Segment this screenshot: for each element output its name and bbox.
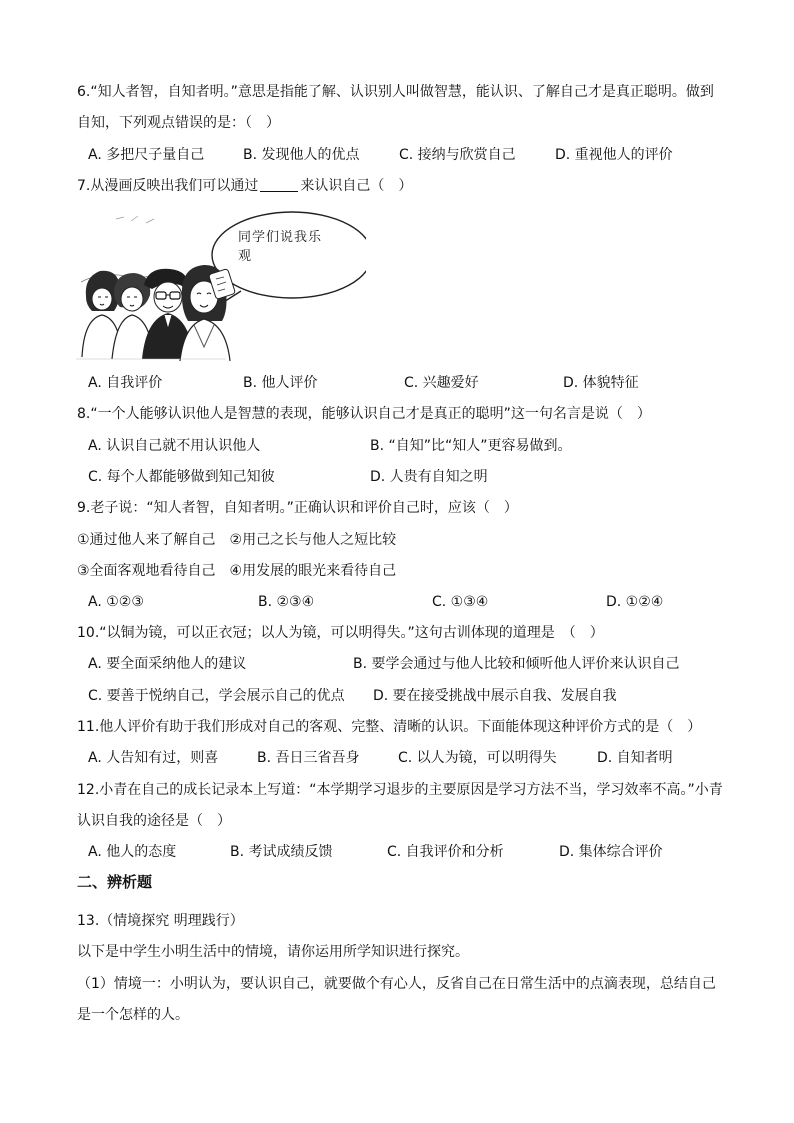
q13-part1-line2: 是一个怎样的人。 <box>77 1007 189 1023</box>
q9-option-d: D. ①②④ <box>606 594 664 610</box>
q9-option-a: A. ①②③ <box>88 594 144 610</box>
q12-option-a: A. 他人的态度 <box>88 844 177 860</box>
q12-option-b: B. 考试成绩反馈 <box>230 844 333 860</box>
q13-header: 13.（情境探究 明理践行） <box>77 913 244 929</box>
q7-option-d: D. 体貌特征 <box>563 375 639 391</box>
q8-stem: 8.“一个人能够认识他人是智慧的表现，能够认识自己才是真正的聪明”这一句名言是说（ ） <box>77 406 651 422</box>
answer-blank <box>260 177 298 192</box>
q13-part1-line1: （1）情境一：小明认为，要认识自己，就要做个有心人，反省自己在日常生活中的点滴表现，总结自己 <box>77 976 716 992</box>
section-title: 二、辨析题 <box>77 873 153 891</box>
q7-option-a: A. 自我评价 <box>88 375 163 391</box>
q11-option-a: A. 人告知有过，则喜 <box>88 750 219 766</box>
q6-stem-line2: 自知，下列观点错误的是：（ ） <box>77 115 280 131</box>
q6-option-b: B. 发现他人的优点 <box>243 147 360 163</box>
q6-option-a: A. 多把尺子量自己 <box>88 147 205 163</box>
speech-bubble-text <box>238 228 358 266</box>
q10-option-a: A. 要全面采纳他人的建议 <box>88 656 247 672</box>
q10-option-d: D. 要在接受挑战中展示自我、发展自我 <box>373 688 617 704</box>
q11-stem: 11.他人评价有助于我们形成对自己的客观、完整、清晰的认识。下面能体现这种评价方式的是（ ） <box>77 719 702 735</box>
q9-stem: 9.老子说：“知人者智，自知者明。”正确认识和评价自己时，应该（ ） <box>77 500 518 516</box>
q9-option-b: B. ②③④ <box>258 594 315 610</box>
q7-option-b: B. 他人评价 <box>243 375 318 391</box>
q8-option-d: D. 人贵有自知之明 <box>370 469 488 485</box>
q10-option-c: C. 要善于悦纳自己，学会展示自己的优点 <box>88 688 345 704</box>
q13-intro: 以下是中学生小明生活中的情境，请你运用所学知识进行探究。 <box>77 944 469 960</box>
q8-option-a: A. 认识自己就不用认识他人 <box>88 438 261 454</box>
q9-items-line2: ③全面客观地看待自己 ④用发展的眼光来看待自己 <box>77 563 397 579</box>
q9-items-line1: ①通过他人来了解自己 ②用己之长与他人之短比较 <box>77 532 397 548</box>
q11-option-c: C. 以人为镜，可以明得失 <box>398 750 557 766</box>
q8-option-c: C. 每个人都能够做到知己知彼 <box>88 469 275 485</box>
q12-stem-line1: 12.小青在自己的成长记录本上写道：“本学期学习退步的主要原因是学习方法不当，学习效率不高。”小青 <box>77 782 723 798</box>
q12-stem-line2: 认识自我的途径是（ ） <box>77 813 231 829</box>
q6-option-c: C. 接纳与欣赏自己 <box>399 147 516 163</box>
q9-option-c: C. ①③④ <box>432 594 489 610</box>
q12-option-d: D. 集体综合评价 <box>559 844 663 860</box>
q6-option-d: D. 重视他人的评价 <box>555 147 673 163</box>
bubble-line-1: 同学们说我乐 <box>238 230 323 245</box>
q7-stem-after: 来认识自己（ ） <box>300 178 413 194</box>
q12-option-c: C. 自我评价和分析 <box>387 844 504 860</box>
q7-stem <box>77 176 412 196</box>
q11-option-d: D. 自知者明 <box>597 750 673 766</box>
q7-option-c: C. 兴趣爱好 <box>404 375 479 391</box>
bubble-line-2: 观 <box>238 249 253 264</box>
q8-option-b: B. “自知”比“知人”更容易做到。 <box>370 438 572 454</box>
q10-stem: 10.“以铜为镜，可以正衣冠；以人为镜，可以明得失。”这句古训体现的道理是 （ ） <box>77 625 604 641</box>
q11-option-b: B. 吾日三省吾身 <box>257 750 360 766</box>
q6-stem-line1: 6.“知人者智，自知者明。”意思是指能了解、认识别人叫做智慧，能认识、了解自己才是真正聪明。做到 <box>77 84 714 100</box>
q7-stem-before: 7.从漫画反映出我们可以通过 <box>77 178 259 194</box>
q10-option-b: B. 要学会通过与他人比较和倾听他人评价来认识自己 <box>353 656 680 672</box>
